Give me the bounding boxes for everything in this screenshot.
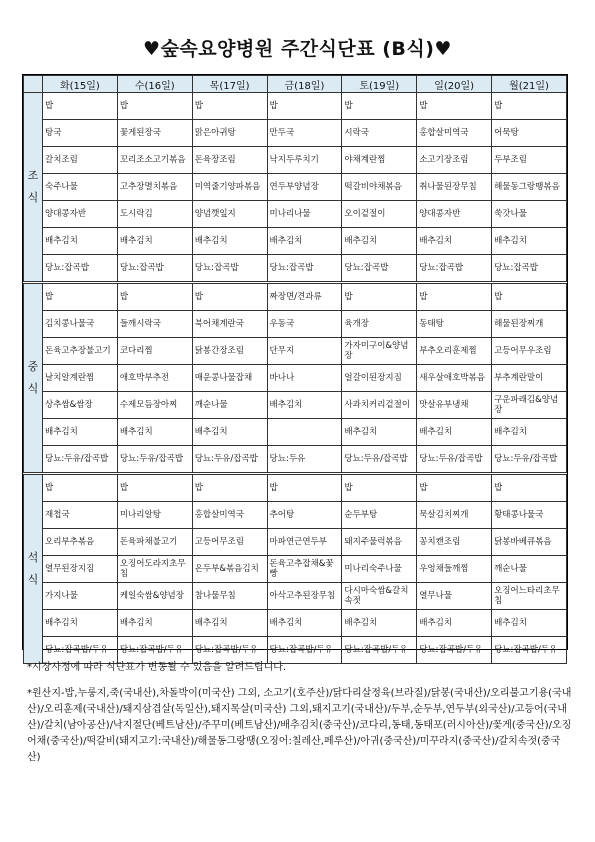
menu-cell: 날치알계란찜 (43, 365, 118, 392)
menu-cell: 배추김치 (492, 419, 567, 446)
menu-cell: 당뇨:잡곡밥/두유 (43, 637, 118, 664)
menu-row (24, 502, 567, 529)
menu-cell: 돼지주물럭볶음 (342, 529, 417, 556)
menu-cell: 배추김치 (192, 419, 267, 446)
meal-label-char: 식 (27, 382, 39, 395)
menu-cell: 밥 (417, 474, 492, 502)
menu-row (24, 419, 567, 446)
menu-cell: 당뇨:두유/잡곡밥 (342, 446, 417, 474)
menu-cell: 당뇨:잡곡밥 (43, 255, 118, 283)
menu-row (24, 147, 567, 174)
menu-cell: 취나물된장무침 (417, 174, 492, 201)
menu-cell: 수제모듬장아찌 (117, 392, 192, 419)
menu-cell: 묵살김치찌개 (417, 502, 492, 529)
corner-cell (24, 76, 43, 93)
menu-cell: 갈치조림 (43, 147, 118, 174)
menu-cell: 밥 (492, 93, 567, 120)
menu-cell: 배추김치 (342, 228, 417, 255)
day-header: 금(18일) (267, 76, 342, 93)
menu-cell: 미나리나물 (267, 201, 342, 228)
menu-cell: 배추김치 (342, 419, 417, 446)
menu-cell: 배추김치 (117, 419, 192, 446)
menu-cell: 당뇨:잡곡밥/두유 (492, 637, 567, 664)
menu-cell: 배추김치 (417, 419, 492, 446)
menu-cell: 매운콩나물잡채 (192, 365, 267, 392)
menu-cell: 단무지 (267, 338, 342, 365)
notes (27, 660, 572, 766)
menu-cell: 돈육파채불고기 (117, 529, 192, 556)
menu-cell: 꽃게된장국 (117, 120, 192, 147)
menu-cell: 밥 (492, 474, 567, 502)
menu-cell: 쑥갓나물 (492, 201, 567, 228)
menu-cell: 케일숙쌈&양념장 (117, 583, 192, 610)
menu-row (24, 392, 567, 419)
menu-cell: 도시락김 (117, 201, 192, 228)
menu-cell: 육개장 (342, 311, 417, 338)
menu-cell: 밥 (192, 93, 267, 120)
menu-cell: 고등어무우조림 (492, 338, 567, 365)
meal-label-char: 석 (27, 551, 39, 564)
menu-cell: 밥 (117, 93, 192, 120)
menu-cell: 사과치커리겉절이 (342, 392, 417, 419)
menu-cell: 당뇨:잡곡밥/두유 (267, 637, 342, 664)
menu-row (24, 583, 567, 610)
day-header: 목(17일) (192, 76, 267, 93)
menu-cell: 밥 (492, 283, 567, 311)
menu-cell: 양대콩자반 (43, 201, 118, 228)
menu-cell: 맑은아귀탕 (192, 120, 267, 147)
menu-cell: 밥 (117, 474, 192, 502)
menu-cell: 당뇨:잡곡밥 (417, 255, 492, 283)
menu-cell: 미역줄기양파볶음 (192, 174, 267, 201)
menu-cell: 탕국 (43, 120, 118, 147)
menu-cell: 당뇨:두유/잡곡밥 (492, 446, 567, 474)
menu-cell: 밥 (342, 474, 417, 502)
menu-cell: 당뇨:두유 (267, 446, 342, 474)
menu-cell: 우엉채들깨찜 (417, 556, 492, 583)
menu-cell: 마파연근연두부 (267, 529, 342, 556)
menu-cell: 짜장면/견과류 (267, 283, 342, 311)
menu-cell: 가지나물 (43, 583, 118, 610)
menu-cell: 오리부추볶음 (43, 529, 118, 556)
menu-cell: 밥 (342, 283, 417, 311)
menu-cell: 떡갈비야채볶음 (342, 174, 417, 201)
menu-cell: 새우살애호박볶음 (417, 365, 492, 392)
menu-cell: 당뇨:잡곡밥/두유 (117, 637, 192, 664)
menu-cell: 깨순나물 (192, 392, 267, 419)
menu-cell: 배추김치 (417, 610, 492, 637)
menu-cell: 순두부탕 (342, 502, 417, 529)
notice-text: *시장사정에 따라 식단표가 변동될 수 있음을 알려드립니다. (27, 662, 287, 673)
menu-row (24, 610, 567, 637)
menu-cell: 꽁치캔조림 (417, 529, 492, 556)
meal-label-char: 중 (27, 360, 39, 373)
menu-cell: 열무된장지짐 (43, 556, 118, 583)
menu-cell: 배추김치 (117, 610, 192, 637)
menu-cell: 부추오리훈제찜 (417, 338, 492, 365)
menu-row (24, 474, 567, 502)
menu-cell: 부추계란말이 (492, 365, 567, 392)
menu-row (24, 174, 567, 201)
menu-cell: 열무나물 (417, 583, 492, 610)
menu-cell: 숙주나물 (43, 174, 118, 201)
menu-cell: 바나나 (267, 365, 342, 392)
menu-cell: 돈육장조림 (192, 147, 267, 174)
menu-cell: 애호박부추전 (117, 365, 192, 392)
menu-cell: 우동국 (267, 311, 342, 338)
day-header: 월(21일) (492, 76, 567, 93)
menu-cell: 야채계란찜 (342, 147, 417, 174)
menu-cell: 돈육고추잡채&꽃빵 (267, 556, 342, 583)
menu-cell: 북어채계란국 (192, 311, 267, 338)
menu-cell: 미나리숙주나물 (342, 556, 417, 583)
menu-body (24, 93, 567, 664)
menu-cell: 밥 (43, 474, 118, 502)
menu-cell: 맛살유부냉채 (417, 392, 492, 419)
menu-cell: 당뇨:잡곡밥 (267, 255, 342, 283)
menu-cell: 가자미구이&양념장 (342, 338, 417, 365)
menu-cell: 밥 (192, 283, 267, 311)
menu-cell: 밥 (117, 283, 192, 311)
menu-cell: 꼬리조소고기볶음 (117, 147, 192, 174)
menu-cell: 홍합살미역국 (417, 120, 492, 147)
menu-cell: 배추김치 (267, 228, 342, 255)
meal-label (24, 283, 43, 474)
menu-row (24, 365, 567, 392)
day-header: 토(19일) (342, 76, 417, 93)
menu-cell: 배추김치 (43, 610, 118, 637)
menu-cell: 황태콩나물국 (492, 502, 567, 529)
menu-row (24, 446, 567, 474)
meal-label (24, 474, 43, 664)
menu-row (24, 283, 567, 311)
menu-cell: 어묵탕 (492, 120, 567, 147)
menu-row (24, 556, 567, 583)
origin-text: *원산지-밥,누룽지,죽(국내산),차돌박이(미국산) 그외, 소고기(호주산)/닭다리살정육(브라질)/닭봉(국내산)/오리불고기용(국내산)/오리훈제(국내산)/돼지삼겹살(독일산),돼지목살(미국산) 그외,돼지고기(국내산)/두부,순두부,연두부(외국산)/고등어(국내산)/갈치(남아공산)/낙지절단(베트남산)/주꾸미(베트남산)/배추김치(중국산)/코다리,동태,동태포(러시아산)/꽃게(중국산)/오징어채(중국산)/떡갈비(돼지고기:국내산)/해물동그랑땡(오징어:칠레산,페루산)/아귀(중국산)/미꾸라지(중국산)/갈치속젓(중국산) (27, 688, 572, 763)
menu-row (24, 228, 567, 255)
page-title: ♥숲속요양병원 주간식단표 (B식)♥ (143, 38, 452, 60)
menu-cell: 배추김치 (267, 392, 342, 419)
menu-cell: 추어탕 (267, 502, 342, 529)
menu-row (24, 201, 567, 228)
menu-cell: 배추김치 (192, 228, 267, 255)
menu-cell: 홍합살미역국 (192, 502, 267, 529)
menu-cell: 깨순나물 (492, 556, 567, 583)
menu-row (24, 255, 567, 283)
menu-cell: 양념깻잎지 (192, 201, 267, 228)
menu-cell: 당뇨:두유/잡곡밥 (417, 446, 492, 474)
menu-cell: 배추김치 (43, 228, 118, 255)
day-header-row (24, 76, 567, 93)
menu-cell (267, 419, 342, 446)
menu-cell: 밥 (267, 474, 342, 502)
menu-cell: 고추장멸치볶음 (117, 174, 192, 201)
menu-cell: 당뇨:잡곡밥/두유 (192, 637, 267, 664)
meal-label-char: 식 (27, 573, 39, 586)
menu-cell: 밥 (417, 93, 492, 120)
menu-cell: 당뇨:두유/잡곡밥 (117, 446, 192, 474)
menu-cell: 당뇨:잡곡밥/두유 (417, 637, 492, 664)
menu-cell: 밥 (192, 474, 267, 502)
menu-row (24, 311, 567, 338)
menu-cell: 당뇨:두유/잡곡밥 (43, 446, 118, 474)
menu-cell: 상추쌈&쌈장 (43, 392, 118, 419)
menu-cell: 밥 (43, 93, 118, 120)
menu-cell: 밥 (417, 283, 492, 311)
menu-cell: 오이겉절이 (342, 201, 417, 228)
menu-cell: 재첩국 (43, 502, 118, 529)
menu-cell: 밥 (43, 283, 118, 311)
menu-row (24, 120, 567, 147)
menu-row (24, 338, 567, 365)
menu-cell: 낙지두루치기 (267, 147, 342, 174)
meal-label (24, 93, 43, 283)
day-header: 일(20일) (417, 76, 492, 93)
menu-cell: 구운파래김&양념장 (492, 392, 567, 419)
menu-cell: 시락국 (342, 120, 417, 147)
menu-cell: 참나물무침 (192, 583, 267, 610)
menu-cell: 배추김치 (117, 228, 192, 255)
menu-cell: 연두부양념장 (267, 174, 342, 201)
menu-cell: 코다리찜 (117, 338, 192, 365)
menu-cell: 고등어무조림 (192, 529, 267, 556)
menu-cell: 밥 (342, 93, 417, 120)
meal-label-char: 조 (27, 169, 39, 182)
day-header: 화(15일) (43, 76, 118, 93)
menu-cell: 오징어도라지초무침 (117, 556, 192, 583)
day-header: 수(16일) (117, 76, 192, 93)
menu-cell: 김치콩나물국 (43, 311, 118, 338)
menu-cell: 들깨시락국 (117, 311, 192, 338)
menu-cell: 밥 (267, 93, 342, 120)
menu-cell: 배추김치 (492, 610, 567, 637)
menu-cell: 당뇨:잡곡밥 (342, 255, 417, 283)
menu-cell: 소고기장조림 (417, 147, 492, 174)
menu-cell: 온두부&볶음김치 (192, 556, 267, 583)
menu-row (24, 529, 567, 556)
menu-cell: 배추김치 (192, 610, 267, 637)
menu-cell: 돈육고추장불고기 (43, 338, 118, 365)
weekly-menu-table (22, 74, 568, 655)
menu-cell: 배추김치 (492, 228, 567, 255)
menu-cell: 오징어느타리초무침 (492, 583, 567, 610)
menu-cell: 닭봉간장조림 (192, 338, 267, 365)
menu-cell: 당뇨:잡곡밥 (117, 255, 192, 283)
menu-cell: 다시마숙쌈&갈치속젓 (342, 583, 417, 610)
menu-cell: 당뇨:두유/잡곡밥 (192, 446, 267, 474)
meal-label-char: 식 (27, 191, 39, 204)
menu-cell: 배추김치 (43, 419, 118, 446)
menu-cell: 두부조림 (492, 147, 567, 174)
menu-cell: 당뇨:잡곡밥/두유 (342, 637, 417, 664)
menu-cell: 배추김치 (417, 228, 492, 255)
menu-row (24, 93, 567, 120)
menu-cell: 양대콩자반 (417, 201, 492, 228)
menu-cell: 만두국 (267, 120, 342, 147)
menu-cell: 미나리알탕 (117, 502, 192, 529)
menu-cell: 해물동그랑땡볶음 (492, 174, 567, 201)
menu-cell: 얼갈이된장지짐 (342, 365, 417, 392)
menu-cell: 동태탕 (417, 311, 492, 338)
menu-cell: 배추김치 (342, 610, 417, 637)
menu-cell: 아삭고추된장무침 (267, 583, 342, 610)
menu-cell: 배추김치 (267, 610, 342, 637)
menu-cell: 닭봉바베큐볶음 (492, 529, 567, 556)
menu-cell: 당뇨:잡곡밥 (492, 255, 567, 283)
menu-cell: 해물된장찌개 (492, 311, 567, 338)
menu-cell: 당뇨:잡곡밥 (192, 255, 267, 283)
